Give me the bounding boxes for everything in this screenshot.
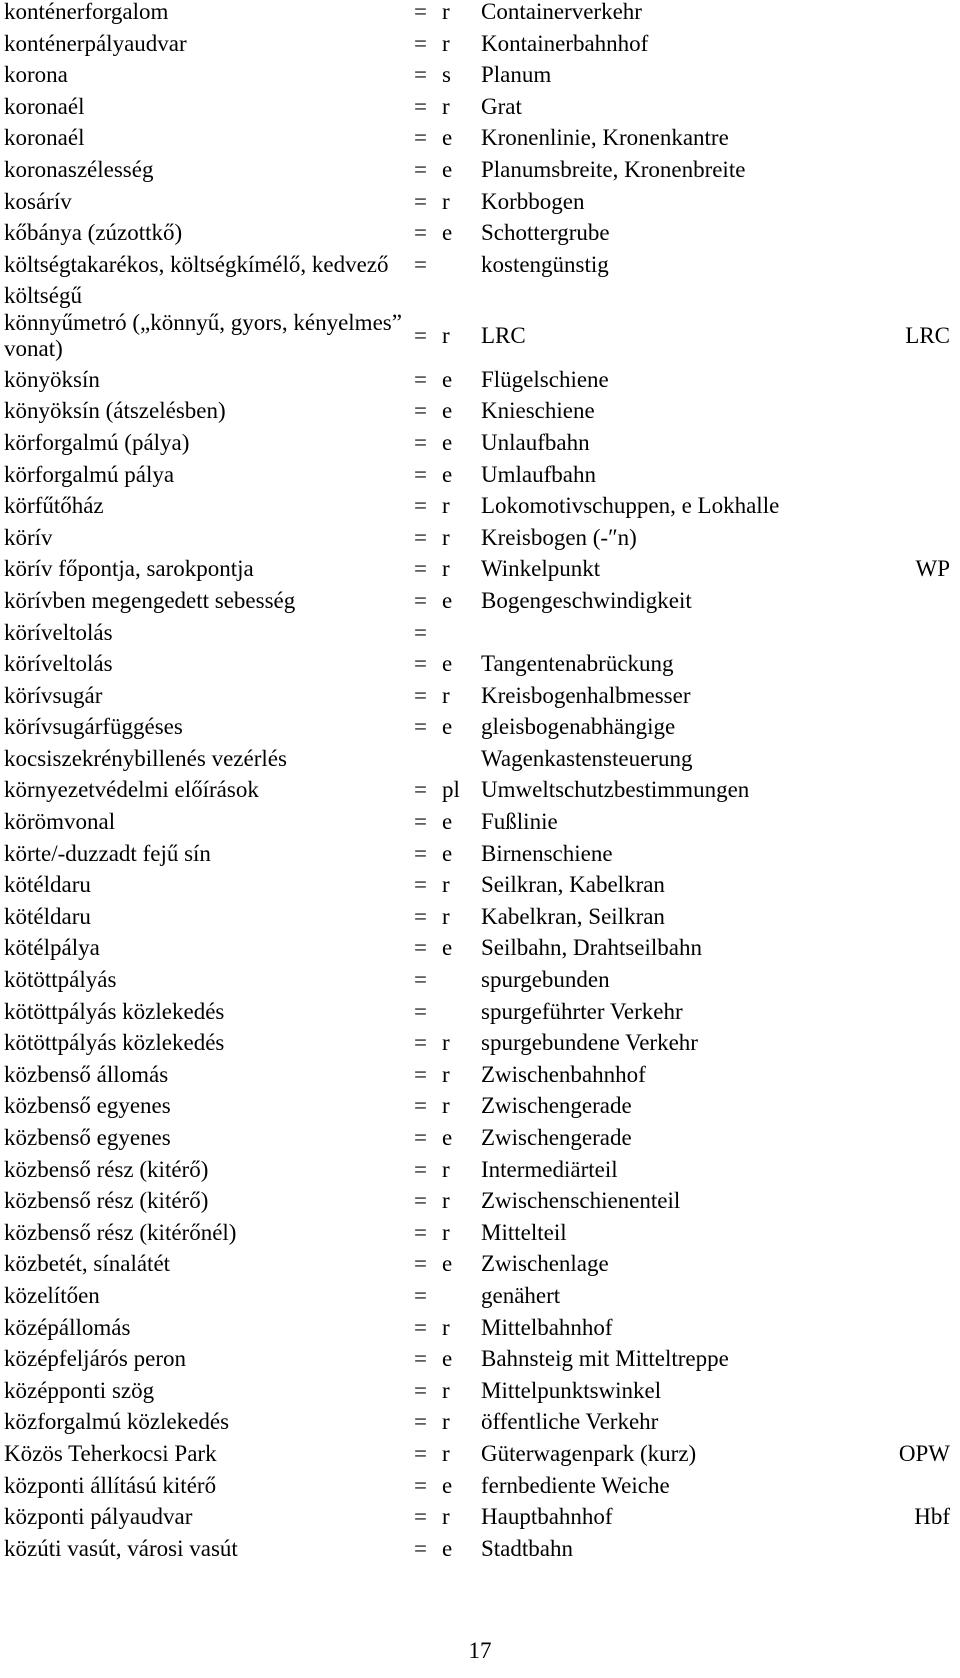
glossary-entry <box>0 1375 960 1407</box>
german-term: Mittelteil <box>481 1219 567 1245</box>
hungarian-term: közelítően <box>4 1282 100 1308</box>
gender-marker: r <box>442 1314 450 1340</box>
glossary-entry <box>0 1501 960 1533</box>
glossary-entry <box>0 1312 960 1344</box>
equals-sign: = <box>414 651 427 677</box>
gender-marker: e <box>442 1472 453 1498</box>
equals-sign: = <box>414 366 427 392</box>
equals-sign: = <box>414 1125 427 1150</box>
gender-marker: e <box>442 1251 453 1277</box>
german-term: Intermediärteil <box>481 1156 618 1182</box>
hungarian-term: központi pályaudvar <box>4 1504 193 1530</box>
gender-marker: r <box>442 1156 450 1182</box>
hungarian-term: kötéldaru <box>4 903 91 929</box>
gender-marker: e <box>442 809 453 835</box>
equals-sign: = <box>414 1219 427 1245</box>
hungarian-term: kocsiszekrénybillenés vezérlés <box>4 745 287 771</box>
german-term: öffentliche Verkehr <box>481 1409 659 1435</box>
gender-marker: r <box>442 1093 450 1119</box>
hungarian-term: körív főpontja, sarokpontja <box>4 556 254 582</box>
equals-sign: = <box>414 1251 427 1277</box>
equals-sign: = <box>414 322 427 348</box>
german-term: kostengünstig <box>481 251 609 277</box>
gender-marker: e <box>442 651 453 677</box>
glossary-entry <box>0 1406 960 1438</box>
equals-sign: = <box>414 556 427 582</box>
german-term: Kontainerbahnhof <box>481 30 649 56</box>
hungarian-term: körívsugár <box>4 682 103 708</box>
equals-sign: = <box>414 1156 427 1182</box>
german-term: Flügelschiene <box>481 366 609 392</box>
abbreviation: OPW <box>898 1440 950 1466</box>
equals-sign: = <box>414 903 427 929</box>
hungarian-term: körforgalmú (pálya) <box>4 429 190 455</box>
gender-marker: r <box>442 0 450 24</box>
equals-sign: = <box>414 398 427 424</box>
equals-sign: = <box>414 1472 427 1498</box>
hungarian-term: központi állítású kitérő <box>4 1472 217 1498</box>
glossary-entry <box>0 217 960 249</box>
hungarian-term: közbenső rész (kitérő) <box>4 1156 209 1182</box>
hungarian-term: körfűtőház <box>4 493 104 519</box>
german-term: Wagenkastensteuerung <box>481 745 693 771</box>
hungarian-term: kötöttpályás <box>4 967 117 993</box>
equals-sign: = <box>414 0 427 24</box>
glossary-entry <box>0 0 960 28</box>
equals-sign: = <box>414 967 427 993</box>
equals-sign: = <box>414 461 427 487</box>
hungarian-term: körömvonal <box>4 809 116 835</box>
hungarian-term: koronaél <box>4 93 85 119</box>
hungarian-term: környezetvédelmi előírások <box>4 777 259 803</box>
german-term: Umweltschutzbestimmungen <box>481 777 750 803</box>
hungarian-term: könyöksín <box>4 366 100 392</box>
abbreviation: WP <box>915 556 950 582</box>
hungarian-term: közbenső rész (kitérő) <box>4 1188 209 1214</box>
equals-sign: = <box>414 619 427 645</box>
equals-sign: = <box>414 998 427 1024</box>
german-term: fernbediente Weiche <box>481 1472 670 1498</box>
hungarian-term: körforgalmú pálya <box>4 461 175 487</box>
gender-marker: e <box>442 840 453 866</box>
hungarian-term: közbetét, sínalátét <box>4 1251 171 1277</box>
german-term: Birnenschiene <box>481 840 613 866</box>
hungarian-term: kötélpálya <box>4 935 100 961</box>
gender-marker: r <box>442 1061 450 1087</box>
glossary-entry <box>0 59 960 91</box>
gender-marker: r <box>442 872 450 898</box>
hungarian-term: koronaél <box>4 125 85 151</box>
german-term: Zwischenlage <box>481 1251 609 1277</box>
hungarian-term: kosárív <box>4 188 72 214</box>
equals-sign: = <box>414 62 427 88</box>
equals-sign: = <box>414 935 427 961</box>
german-term: Planumsbreite, Kronenbreite <box>481 156 746 182</box>
german-term: Zwischenschienenteil <box>481 1188 681 1214</box>
glossary-entry <box>0 932 960 964</box>
glossary-entry <box>0 996 960 1028</box>
glossary-entry <box>0 1438 960 1470</box>
glossary-entry <box>0 1090 960 1122</box>
gender-marker: r <box>442 682 450 708</box>
equals-sign: = <box>414 840 427 866</box>
hungarian-term: körív <box>4 524 53 550</box>
equals-sign: = <box>414 1409 427 1435</box>
glossary-entry <box>0 617 960 649</box>
equals-sign: = <box>414 524 427 550</box>
equals-sign: = <box>414 777 427 803</box>
hungarian-term: közúti vasút, városi vasút <box>4 1535 238 1561</box>
glossary-entry <box>0 308 960 364</box>
glossary-entry <box>0 774 960 806</box>
gender-marker: e <box>442 125 453 151</box>
equals-sign: = <box>414 809 427 835</box>
glossary-entry <box>0 1059 960 1091</box>
gender-marker: r <box>442 1219 450 1245</box>
german-term: Zwischengerade <box>481 1125 632 1150</box>
equals-sign: = <box>414 1282 427 1308</box>
equals-sign: = <box>414 1504 427 1530</box>
german-term: spurgeführter Verkehr <box>481 998 683 1024</box>
hungarian-term: könyöksín (átszelésben) <box>4 398 226 424</box>
hungarian-term: kötéldaru <box>4 872 91 898</box>
glossary-entry <box>0 490 960 522</box>
german-term: Hauptbahnhof <box>481 1504 613 1530</box>
equals-sign: = <box>414 1346 427 1372</box>
gender-marker: r <box>442 1030 450 1056</box>
german-term: Kreisbogenhalbmesser <box>481 682 691 708</box>
german-term: Containerverkehr <box>481 0 642 24</box>
hungarian-term: körívsugárfüggéses <box>4 714 183 740</box>
gender-marker: r <box>442 556 450 582</box>
german-term: Mittelbahnhof <box>481 1314 613 1340</box>
page-number: 17 <box>468 1638 492 1663</box>
equals-sign: = <box>414 714 427 740</box>
equals-sign: = <box>414 493 427 519</box>
equals-sign: = <box>414 1314 427 1340</box>
german-term: Lokomotivschuppen, e Lokhalle <box>481 493 780 519</box>
glossary-entry <box>0 1280 960 1312</box>
glossary-entry <box>0 838 960 870</box>
german-term: Kronenlinie, Kronenkantre <box>481 125 729 151</box>
german-term: Schottergrube <box>481 220 610 246</box>
hungarian-term: közforgalmú közlekedés <box>4 1409 230 1435</box>
hungarian-term: közbenső egyenes <box>4 1125 171 1150</box>
hungarian-term: közbenső állomás <box>4 1061 169 1087</box>
gender-marker: r <box>442 903 450 929</box>
glossary-entry <box>0 553 960 585</box>
equals-sign: = <box>414 188 427 214</box>
hungarian-term: koronaszélesség <box>4 156 154 182</box>
german-term: Grat <box>481 93 522 119</box>
german-term: Seilkran, Kabelkran <box>481 872 665 898</box>
glossary-entry <box>0 249 960 308</box>
equals-sign: = <box>414 587 427 613</box>
gender-marker: e <box>442 220 453 246</box>
hungarian-term: középponti szög <box>4 1377 155 1403</box>
gender-marker: r <box>442 524 450 550</box>
hungarian-term: közbenső rész (kitérőnél) <box>4 1219 237 1245</box>
hungarian-term: középállomás <box>4 1314 131 1340</box>
gender-marker: e <box>442 1346 453 1372</box>
equals-sign: = <box>414 125 427 151</box>
glossary-entry <box>0 1470 960 1502</box>
glossary-entry <box>0 743 960 775</box>
hungarian-term: korona <box>4 62 68 88</box>
german-term: Kabelkran, Seilkran <box>481 903 665 929</box>
gender-marker: r <box>442 493 450 519</box>
glossary-entry <box>0 459 960 491</box>
gender-marker: e <box>442 935 453 961</box>
equals-sign: = <box>414 1093 427 1119</box>
hungarian-term: kőbánya (zúzottkő) <box>4 220 183 246</box>
glossary-entry <box>0 964 960 996</box>
gender-marker: e <box>442 156 453 182</box>
hungarian-term: kötöttpályás közlekedés <box>4 998 225 1024</box>
glossary-entry <box>0 186 960 218</box>
gender-marker: r <box>442 1409 450 1435</box>
gender-marker: e <box>442 398 453 424</box>
equals-sign: = <box>414 1535 427 1561</box>
german-term: Stadtbahn <box>481 1535 573 1561</box>
hungarian-term: könnyűmetró („könnyű, gyors, kényelmes” vonat) <box>4 309 402 361</box>
glossary-entry <box>0 1533 960 1565</box>
gender-marker: e <box>442 366 453 392</box>
hungarian-term: köríveltolás <box>4 651 113 677</box>
glossary-entry <box>0 680 960 712</box>
german-term: Seilbahn, Drahtseilbahn <box>481 935 703 961</box>
glossary-entry <box>0 1185 960 1217</box>
hungarian-term: konténerpályaudvar <box>4 30 187 56</box>
german-term: Zwischengerade <box>481 1093 632 1119</box>
glossary-entry <box>0 91 960 123</box>
glossary-entry <box>0 522 960 554</box>
german-term: genähert <box>481 1282 561 1308</box>
hungarian-term: közbenső egyenes <box>4 1093 171 1119</box>
gender-marker: e <box>442 1535 453 1561</box>
german-term: Güterwagenpark (kurz) <box>481 1440 697 1466</box>
gender-marker: r <box>442 188 450 214</box>
german-term: Tangentenabrückung <box>481 651 674 677</box>
equals-sign: = <box>414 872 427 898</box>
glossary-entry <box>0 711 960 743</box>
gender-marker: r <box>442 1188 450 1214</box>
glossary-entry <box>0 395 960 427</box>
german-term: spurgebunden <box>481 967 610 993</box>
gender-marker: r <box>442 1504 450 1530</box>
german-term: Fußlinie <box>481 809 558 835</box>
gender-marker: e <box>442 429 453 455</box>
german-term: spurgebundene Verkehr <box>481 1030 698 1056</box>
german-term: gleisbogenabhängige <box>481 714 676 740</box>
gender-marker: s <box>442 62 451 88</box>
gender-marker: r <box>442 93 450 119</box>
german-term: Winkelpunkt <box>481 556 601 582</box>
glossary-entry <box>0 28 960 60</box>
german-term: Korbbogen <box>481 188 585 214</box>
gender-marker: pl <box>442 777 460 803</box>
german-term: Umlaufbahn <box>481 461 596 487</box>
equals-sign: = <box>414 1377 427 1403</box>
glossary-entry <box>0 1217 960 1249</box>
glossary-entry <box>0 154 960 186</box>
equals-sign: = <box>414 156 427 182</box>
hungarian-term: Közös Teherkocsi Park <box>4 1440 217 1466</box>
hungarian-term: kötöttpályás közlekedés <box>4 1030 225 1056</box>
gender-marker: r <box>442 1377 450 1403</box>
german-term: Unlaufbahn <box>481 429 590 455</box>
hungarian-term: körívben megengedett sebesség <box>4 587 296 613</box>
hungarian-term: középfeljárós peron <box>4 1346 187 1372</box>
glossary-entry <box>0 1122 960 1154</box>
equals-sign: = <box>414 429 427 455</box>
equals-sign: = <box>414 1061 427 1087</box>
abbreviation: Hbf <box>914 1504 950 1530</box>
equals-sign: = <box>414 93 427 119</box>
german-term: Bahnsteig mit Mitteltreppe <box>481 1346 729 1372</box>
hungarian-term: körte/-duzzadt fejű sín <box>4 840 211 866</box>
german-term: Knieschiene <box>481 398 595 424</box>
glossary-entry <box>0 806 960 838</box>
equals-sign: = <box>414 30 427 56</box>
equals-sign: = <box>414 1030 427 1056</box>
equals-sign: = <box>414 251 427 277</box>
gender-marker: e <box>442 1125 453 1150</box>
hungarian-term: konténerforgalom <box>4 0 169 24</box>
gender-marker: e <box>442 714 453 740</box>
german-term: LRC <box>481 322 526 348</box>
glossary-entry <box>0 364 960 396</box>
gender-marker: r <box>442 322 450 348</box>
glossary-entry <box>0 1154 960 1186</box>
equals-sign: = <box>414 682 427 708</box>
glossary-entry <box>0 1027 960 1059</box>
german-term: Zwischenbahnhof <box>481 1061 646 1087</box>
glossary-entry <box>0 869 960 901</box>
hungarian-term: költségtakarékos, költségkímélő, kedvező költségű <box>4 251 389 309</box>
glossary-entry <box>0 1248 960 1280</box>
glossary-entry <box>0 901 960 933</box>
glossary-entry <box>0 648 960 680</box>
abbreviation: LRC <box>905 322 950 348</box>
german-term: Kreisbogen (-″n) <box>481 524 637 550</box>
equals-sign: = <box>414 220 427 246</box>
glossary-entry <box>0 1343 960 1375</box>
gender-marker: e <box>442 461 453 487</box>
glossary-entry <box>0 427 960 459</box>
glossary-entry <box>0 585 960 617</box>
gender-marker: e <box>442 587 453 613</box>
equals-sign: = <box>414 1440 427 1466</box>
equals-sign: = <box>414 1188 427 1214</box>
hungarian-term: köríveltolás <box>4 619 113 645</box>
glossary-entry <box>0 122 960 154</box>
german-term: Mittelpunktswinkel <box>481 1377 662 1403</box>
german-term: Bogengeschwindigkeit <box>481 587 692 613</box>
german-term: Planum <box>481 62 552 88</box>
gender-marker: r <box>442 30 450 56</box>
gender-marker: r <box>442 1440 450 1466</box>
